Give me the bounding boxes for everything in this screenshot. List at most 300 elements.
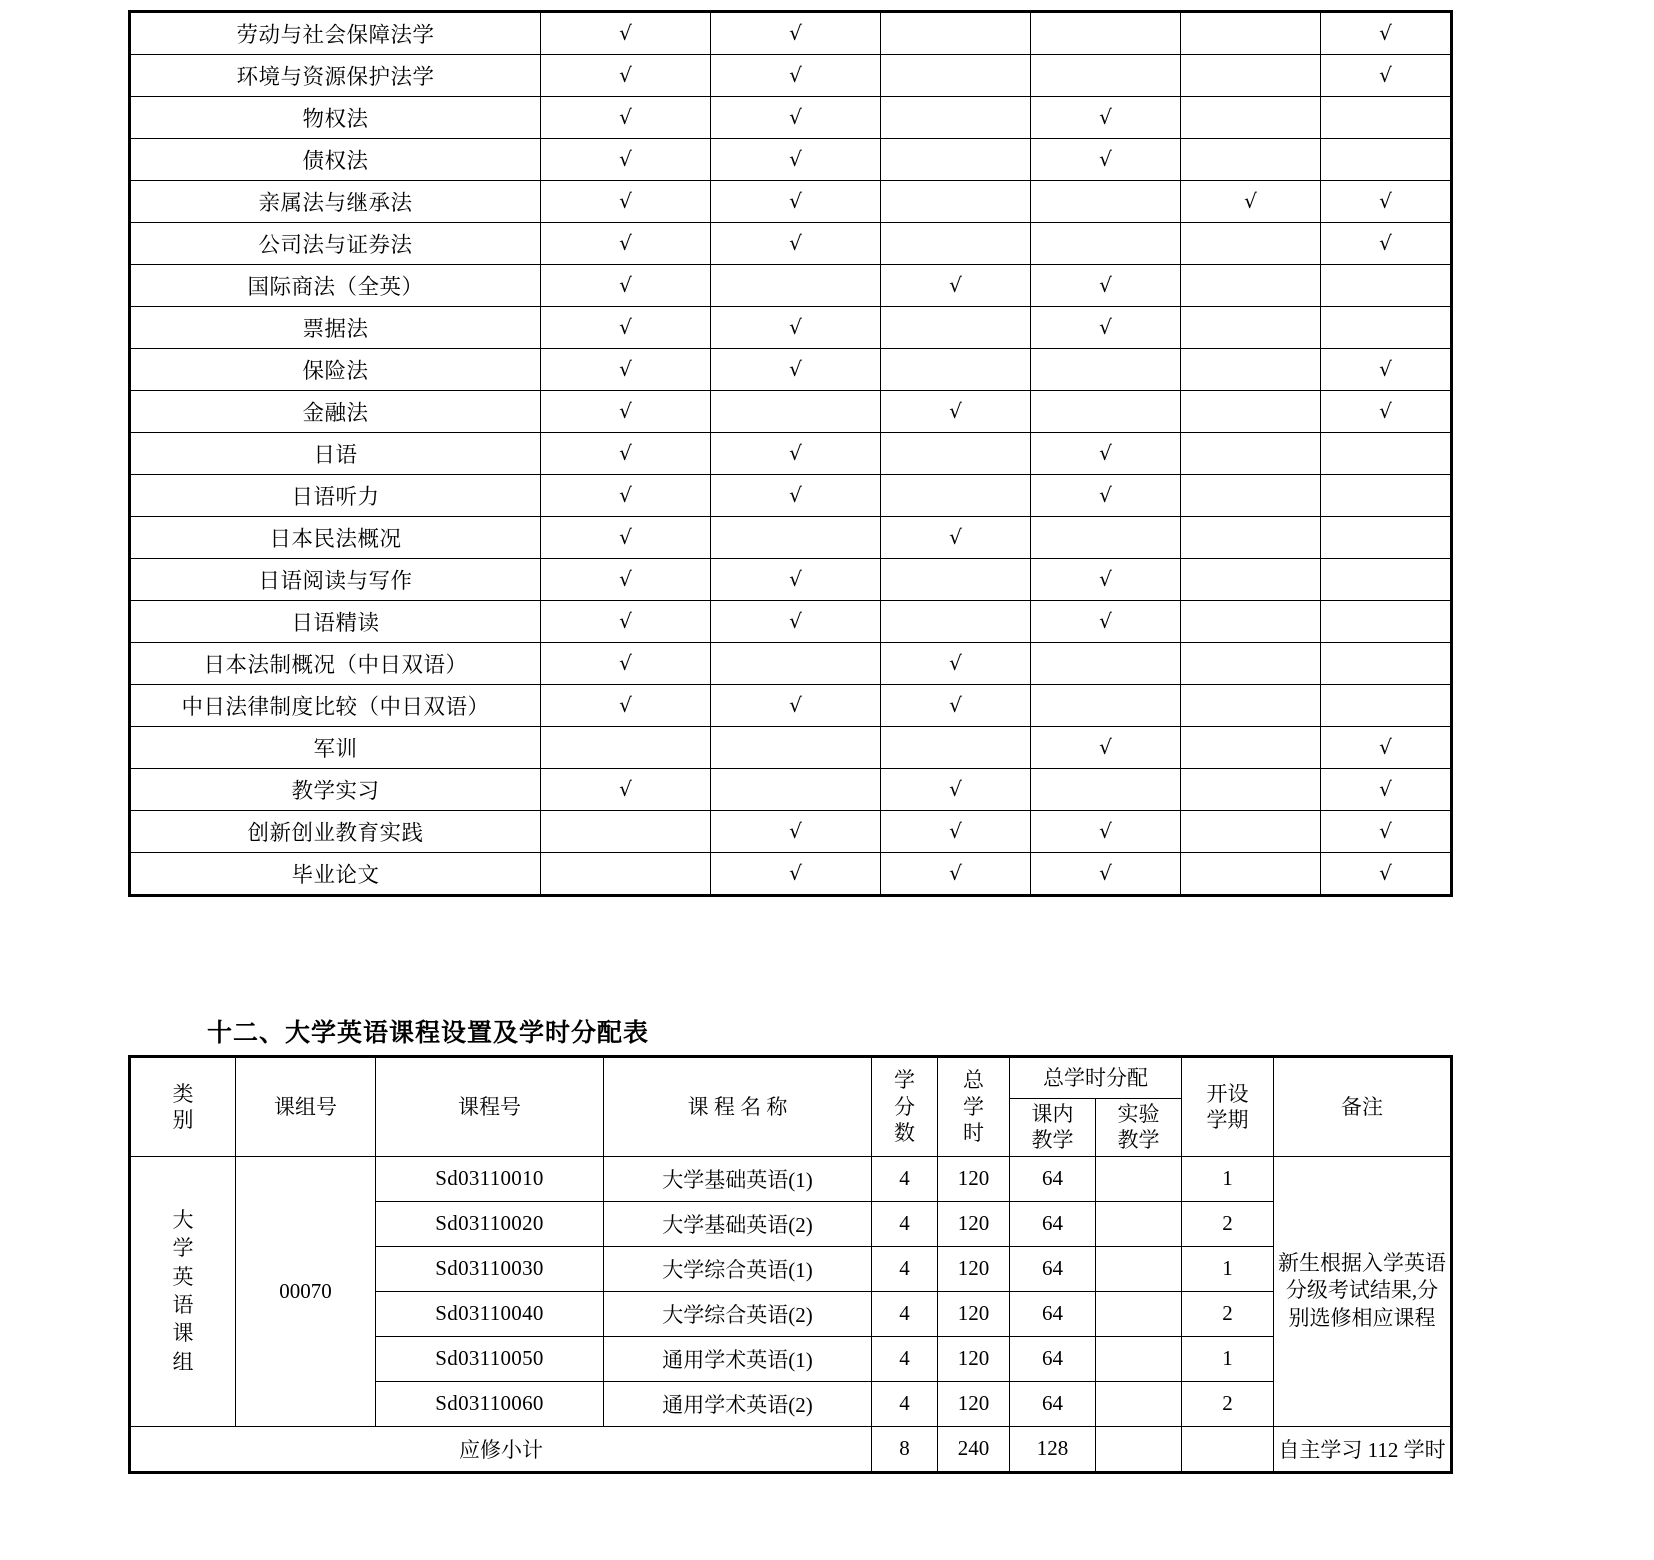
total-hours-cell: 120 — [938, 1201, 1010, 1246]
check-mark-icon: √ — [619, 399, 632, 423]
course-mark-cell — [1321, 559, 1451, 601]
course-name-cell: 日本民法概况 — [131, 517, 541, 559]
course-name-cell: 日语精读 — [131, 601, 541, 643]
course-mark-cell — [1031, 517, 1181, 559]
course-mark-cell — [1181, 223, 1321, 265]
check-mark-icon: √ — [619, 231, 632, 255]
course-mark-cell — [881, 97, 1031, 139]
table-row — [131, 139, 1451, 181]
course-mark-cell — [1181, 265, 1321, 307]
course-mark-cell — [1181, 517, 1321, 559]
course-mark-cell — [1181, 97, 1321, 139]
course-mark-cell — [1181, 811, 1321, 853]
course-mark-cell — [1031, 139, 1181, 181]
course-mark-cell — [1181, 475, 1321, 517]
course-mark-cell — [711, 853, 881, 895]
course-name-cell: 毕业论文 — [131, 853, 541, 895]
course-mark-cell — [711, 139, 881, 181]
course-mark-cell — [1321, 265, 1451, 307]
course-mark-cell — [711, 349, 881, 391]
group-no-cell: 00070 — [236, 1156, 376, 1426]
course-mark-cell — [711, 391, 881, 433]
check-mark-icon: √ — [1099, 819, 1112, 843]
course-mark-cell — [1181, 853, 1321, 895]
course-mark-cell — [711, 223, 881, 265]
course-mark-cell — [1181, 769, 1321, 811]
course-mark-cell — [1181, 307, 1321, 349]
check-mark-icon: √ — [949, 399, 962, 423]
course-mark-cell — [1031, 181, 1181, 223]
check-mark-icon: √ — [619, 567, 632, 591]
total-hours-cell: 120 — [938, 1246, 1010, 1291]
course-mark-cell — [1321, 391, 1451, 433]
table-row — [131, 685, 1451, 727]
check-mark-icon: √ — [619, 441, 632, 465]
course-no-cell: Sd03110040 — [376, 1291, 604, 1336]
total-hours-cell: 120 — [938, 1336, 1010, 1381]
course-name-cell: 物权法 — [131, 97, 541, 139]
check-mark-icon: √ — [789, 609, 802, 633]
course-mark-cell — [711, 685, 881, 727]
table-row — [131, 559, 1451, 601]
table-row — [131, 349, 1451, 391]
course-mark-cell — [711, 13, 881, 55]
course-mark-cell — [541, 223, 711, 265]
course-mark-cell — [541, 643, 711, 685]
table-row — [131, 307, 1451, 349]
course-mark-cell — [881, 685, 1031, 727]
course-mark-cell — [541, 139, 711, 181]
check-mark-icon: √ — [789, 231, 802, 255]
course-mark-cell — [541, 769, 711, 811]
check-mark-icon: √ — [1379, 21, 1392, 45]
semester-cell: 1 — [1182, 1246, 1274, 1291]
check-mark-icon: √ — [949, 525, 962, 549]
course-mark-cell — [541, 559, 711, 601]
course-no-cell: Sd03110020 — [376, 1201, 604, 1246]
course-name-cell: 公司法与证券法 — [131, 223, 541, 265]
check-mark-icon: √ — [619, 189, 632, 213]
course-name-cell: 大学基础英语(1) — [604, 1156, 872, 1201]
check-mark-icon: √ — [619, 21, 632, 45]
check-mark-icon: √ — [619, 609, 632, 633]
in-class-hours-cell: 64 — [1010, 1291, 1096, 1336]
summary-in-class-cell: 128 — [1010, 1426, 1096, 1471]
experiment-hours-cell — [1096, 1246, 1182, 1291]
course-mark-cell — [1031, 55, 1181, 97]
course-mark-cell — [1031, 307, 1181, 349]
header-credits: 学 分 数 — [872, 1058, 938, 1157]
check-mark-icon: √ — [949, 693, 962, 717]
header-course-name: 课 程 名 称 — [604, 1058, 872, 1157]
table-row — [131, 391, 1451, 433]
course-mark-cell — [1031, 13, 1181, 55]
course-name-cell: 军训 — [131, 727, 541, 769]
course-mark-cell — [1181, 727, 1321, 769]
course-mark-cell — [1321, 55, 1451, 97]
check-mark-icon: √ — [949, 651, 962, 675]
course-mark-cell — [881, 433, 1031, 475]
course-mark-cell — [881, 559, 1031, 601]
course-name-cell: 通用学术英语(2) — [604, 1381, 872, 1426]
credits-cell: 4 — [872, 1201, 938, 1246]
header-group-no: 课组号 — [236, 1058, 376, 1157]
course-mark-cell — [1181, 391, 1321, 433]
table-row — [131, 13, 1451, 55]
course-mark-cell — [1031, 769, 1181, 811]
course-name-cell: 大学基础英语(2) — [604, 1201, 872, 1246]
course-mark-cell — [1031, 475, 1181, 517]
check-mark-icon: √ — [1379, 63, 1392, 87]
check-mark-icon: √ — [949, 777, 962, 801]
course-mark-cell — [1031, 853, 1181, 895]
course-mark-cell — [541, 727, 711, 769]
course-mark-cell — [1181, 349, 1321, 391]
course-mark-cell — [1321, 349, 1451, 391]
course-mark-cell — [1181, 601, 1321, 643]
course-name-cell: 亲属法与继承法 — [131, 181, 541, 223]
header-course-no: 课程号 — [376, 1058, 604, 1157]
course-name-cell: 国际商法（全英） — [131, 265, 541, 307]
header-remark: 备注 — [1274, 1058, 1451, 1157]
course-mark-cell — [1031, 349, 1181, 391]
check-mark-icon: √ — [789, 63, 802, 87]
summary-row — [131, 1426, 1451, 1471]
section-title: 十二、大学英语课程设置及学时分配表 — [207, 1020, 650, 1047]
check-mark-icon: √ — [1379, 777, 1392, 801]
semester-cell: 2 — [1182, 1201, 1274, 1246]
check-mark-icon: √ — [789, 189, 802, 213]
table-row — [131, 475, 1451, 517]
course-mark-cell — [711, 475, 881, 517]
in-class-hours-cell: 64 — [1010, 1246, 1096, 1291]
course-mark-cell — [1321, 769, 1451, 811]
total-hours-cell: 120 — [938, 1156, 1010, 1201]
check-mark-icon: √ — [619, 63, 632, 87]
course-mark-cell — [541, 307, 711, 349]
check-mark-icon: √ — [789, 147, 802, 171]
course-mark-cell — [1321, 811, 1451, 853]
course-mark-cell — [1321, 601, 1451, 643]
course-mark-cell — [1031, 685, 1181, 727]
course-mark-cell — [881, 349, 1031, 391]
course-mark-cell — [881, 13, 1031, 55]
check-mark-icon: √ — [619, 273, 632, 297]
check-mark-icon: √ — [1099, 273, 1112, 297]
in-class-hours-cell: 64 — [1010, 1381, 1096, 1426]
experiment-hours-cell — [1096, 1381, 1182, 1426]
course-mark-cell — [711, 307, 881, 349]
course-mark-cell — [541, 55, 711, 97]
course-name-cell: 日语听力 — [131, 475, 541, 517]
semester-cell: 2 — [1182, 1291, 1274, 1336]
header-experiment: 实验 教学 — [1096, 1099, 1182, 1157]
table-row — [131, 265, 1451, 307]
course-mark-cell — [541, 391, 711, 433]
course-mark-cell — [881, 181, 1031, 223]
remark-cell: 新生根据入学英语分级考试结果,分别选修相应课程 — [1274, 1156, 1451, 1426]
course-mark-cell — [881, 475, 1031, 517]
check-mark-icon: √ — [789, 105, 802, 129]
table-row — [131, 811, 1451, 853]
english-course-border — [128, 1055, 1453, 1474]
check-mark-icon: √ — [1244, 189, 1257, 213]
course-mark-cell — [1181, 55, 1321, 97]
course-mark-cell — [711, 727, 881, 769]
experiment-hours-cell — [1096, 1336, 1182, 1381]
course-mark-cell — [541, 811, 711, 853]
course-name-cell: 金融法 — [131, 391, 541, 433]
course-mark-cell — [1321, 517, 1451, 559]
summary-total-hours-cell: 240 — [938, 1426, 1010, 1471]
course-mark-cell — [541, 475, 711, 517]
check-mark-icon: √ — [789, 567, 802, 591]
course-mark-cell — [711, 517, 881, 559]
credits-cell: 4 — [872, 1156, 938, 1201]
course-mark-cell — [711, 433, 881, 475]
course-mark-cell — [1321, 475, 1451, 517]
check-mark-icon: √ — [1379, 735, 1392, 759]
course-mark-cell — [711, 55, 881, 97]
course-mark-cell — [881, 307, 1031, 349]
course-mark-cell — [541, 181, 711, 223]
course-matrix-border — [128, 10, 1453, 897]
check-mark-icon: √ — [789, 819, 802, 843]
check-mark-icon: √ — [619, 777, 632, 801]
header-category: 类 别 — [131, 1058, 236, 1157]
course-mark-cell — [1031, 223, 1181, 265]
semester-cell: 1 — [1182, 1336, 1274, 1381]
course-mark-cell — [1321, 307, 1451, 349]
table-row — [131, 769, 1451, 811]
check-mark-icon: √ — [949, 861, 962, 885]
course-name-cell: 保险法 — [131, 349, 541, 391]
table-row — [131, 1156, 1451, 1201]
course-mark-cell — [1321, 181, 1451, 223]
check-mark-icon: √ — [789, 693, 802, 717]
table-row — [131, 727, 1451, 769]
semester-cell: 2 — [1182, 1381, 1274, 1426]
course-mark-cell — [1031, 727, 1181, 769]
course-mark-cell — [1321, 727, 1451, 769]
table-row — [131, 643, 1451, 685]
credits-cell: 4 — [872, 1291, 938, 1336]
check-mark-icon: √ — [1379, 861, 1392, 885]
course-name-cell: 日本法制概况（中日双语） — [131, 643, 541, 685]
course-no-cell: Sd03110010 — [376, 1156, 604, 1201]
course-mark-cell — [711, 265, 881, 307]
course-mark-cell — [1031, 811, 1181, 853]
check-mark-icon: √ — [619, 483, 632, 507]
course-name-cell: 教学实习 — [131, 769, 541, 811]
course-mark-cell — [541, 265, 711, 307]
course-mark-cell — [881, 769, 1031, 811]
course-mark-cell — [1181, 685, 1321, 727]
course-matrix-table-wrapper — [128, 10, 1448, 902]
experiment-hours-cell — [1096, 1201, 1182, 1246]
course-mark-cell — [1181, 139, 1321, 181]
check-mark-icon: √ — [789, 315, 802, 339]
course-mark-cell — [1181, 433, 1321, 475]
check-mark-icon: √ — [789, 861, 802, 885]
course-name-cell: 日语阅读与写作 — [131, 559, 541, 601]
check-mark-icon: √ — [619, 105, 632, 129]
check-mark-icon: √ — [619, 651, 632, 675]
course-mark-cell — [881, 517, 1031, 559]
total-hours-cell: 120 — [938, 1291, 1010, 1336]
credits-cell: 4 — [872, 1336, 938, 1381]
header-semester: 开设 学期 — [1182, 1058, 1274, 1157]
category-cell: 大 学 英 语 课 组 — [131, 1156, 236, 1426]
course-mark-cell — [711, 643, 881, 685]
course-mark-cell — [541, 97, 711, 139]
course-no-cell: Sd03110030 — [376, 1246, 604, 1291]
course-mark-cell — [541, 853, 711, 895]
course-mark-cell — [1321, 685, 1451, 727]
course-mark-cell — [1321, 139, 1451, 181]
course-name-cell: 劳动与社会保障法学 — [131, 13, 541, 55]
course-mark-cell — [541, 433, 711, 475]
summary-semester-cell — [1182, 1426, 1274, 1471]
course-mark-cell — [881, 601, 1031, 643]
course-mark-cell — [1181, 559, 1321, 601]
experiment-hours-cell — [1096, 1156, 1182, 1201]
check-mark-icon: √ — [619, 525, 632, 549]
in-class-hours-cell: 64 — [1010, 1201, 1096, 1246]
check-mark-icon: √ — [789, 357, 802, 381]
course-no-cell: Sd03110060 — [376, 1381, 604, 1426]
credits-cell: 4 — [872, 1381, 938, 1426]
check-mark-icon: √ — [1099, 861, 1112, 885]
check-mark-icon: √ — [619, 357, 632, 381]
course-name-cell: 大学综合英语(1) — [604, 1246, 872, 1291]
header-in-class: 课内 教学 — [1010, 1099, 1096, 1157]
course-mark-cell — [881, 811, 1031, 853]
check-mark-icon: √ — [789, 441, 802, 465]
course-name-cell: 大学综合英语(2) — [604, 1291, 872, 1336]
check-mark-icon: √ — [1099, 483, 1112, 507]
course-name-cell: 环境与资源保护法学 — [131, 55, 541, 97]
course-mark-cell — [881, 643, 1031, 685]
course-mark-cell — [1031, 601, 1181, 643]
course-name-cell: 创新创业教育实践 — [131, 811, 541, 853]
check-mark-icon: √ — [1099, 609, 1112, 633]
summary-remark-cell: 自主学习 112 学时 — [1274, 1426, 1451, 1471]
course-mark-cell — [881, 265, 1031, 307]
course-mark-cell — [541, 349, 711, 391]
course-name-cell: 债权法 — [131, 139, 541, 181]
course-mark-cell — [711, 559, 881, 601]
check-mark-icon: √ — [789, 21, 802, 45]
total-hours-cell: 120 — [938, 1381, 1010, 1426]
table-row — [131, 181, 1451, 223]
course-mark-cell — [1321, 13, 1451, 55]
course-mark-cell — [1181, 181, 1321, 223]
course-mark-cell — [1031, 97, 1181, 139]
course-mark-cell — [1031, 643, 1181, 685]
table-row — [131, 601, 1451, 643]
check-mark-icon: √ — [1099, 147, 1112, 171]
course-mark-cell — [541, 13, 711, 55]
english-course-table-wrapper — [128, 1055, 1453, 1479]
table-row — [131, 223, 1451, 265]
check-mark-icon: √ — [1379, 357, 1392, 381]
course-mark-cell — [881, 391, 1031, 433]
course-mark-cell — [541, 601, 711, 643]
check-mark-icon: √ — [619, 315, 632, 339]
course-mark-cell — [1321, 433, 1451, 475]
course-no-cell: Sd03110050 — [376, 1336, 604, 1381]
english-course-table — [130, 1057, 1451, 1472]
course-mark-cell — [881, 139, 1031, 181]
course-mark-cell — [881, 55, 1031, 97]
course-mark-cell — [1031, 559, 1181, 601]
check-mark-icon: √ — [949, 273, 962, 297]
table-row — [131, 853, 1451, 895]
check-mark-icon: √ — [619, 147, 632, 171]
course-mark-cell — [711, 601, 881, 643]
course-name-cell: 票据法 — [131, 307, 541, 349]
credits-cell: 4 — [872, 1246, 938, 1291]
check-mark-icon: √ — [1099, 567, 1112, 591]
semester-cell: 1 — [1182, 1156, 1274, 1201]
course-mark-cell — [711, 769, 881, 811]
course-mark-cell — [881, 727, 1031, 769]
check-mark-icon: √ — [1379, 399, 1392, 423]
course-name-cell: 通用学术英语(1) — [604, 1336, 872, 1381]
course-name-cell: 中日法律制度比较（中日双语） — [131, 685, 541, 727]
course-mark-cell — [1031, 265, 1181, 307]
check-mark-icon: √ — [1379, 819, 1392, 843]
table-row — [131, 55, 1451, 97]
course-name-cell: 日语 — [131, 433, 541, 475]
in-class-hours-cell: 64 — [1010, 1336, 1096, 1381]
table-row — [131, 433, 1451, 475]
header-allocation: 总学时分配 — [1010, 1058, 1182, 1099]
course-mark-cell — [711, 181, 881, 223]
summary-credits-cell: 8 — [872, 1426, 938, 1471]
course-mark-cell — [1031, 391, 1181, 433]
check-mark-icon: √ — [949, 819, 962, 843]
check-mark-icon: √ — [1379, 231, 1392, 255]
check-mark-icon: √ — [1099, 315, 1112, 339]
course-mark-cell — [881, 223, 1031, 265]
check-mark-icon: √ — [1099, 441, 1112, 465]
table-row — [131, 517, 1451, 559]
course-mark-cell — [711, 811, 881, 853]
summary-experiment-cell — [1096, 1426, 1182, 1471]
course-mark-cell — [1181, 13, 1321, 55]
check-mark-icon: √ — [789, 483, 802, 507]
course-mark-cell — [881, 853, 1031, 895]
summary-label-cell: 应修小计 — [131, 1426, 872, 1471]
table-row — [131, 97, 1451, 139]
experiment-hours-cell — [1096, 1291, 1182, 1336]
header-total-hours: 总 学 时 — [938, 1058, 1010, 1157]
course-mark-cell — [711, 97, 881, 139]
course-mark-cell — [1181, 643, 1321, 685]
course-mark-cell — [1031, 433, 1181, 475]
table-header-row — [131, 1058, 1451, 1099]
in-class-hours-cell: 64 — [1010, 1156, 1096, 1201]
course-mark-cell — [1321, 223, 1451, 265]
course-mark-cell — [1321, 97, 1451, 139]
course-mark-cell — [1321, 643, 1451, 685]
check-mark-icon: √ — [619, 693, 632, 717]
check-mark-icon: √ — [1099, 105, 1112, 129]
course-mark-cell — [541, 685, 711, 727]
check-mark-icon: √ — [1099, 735, 1112, 759]
